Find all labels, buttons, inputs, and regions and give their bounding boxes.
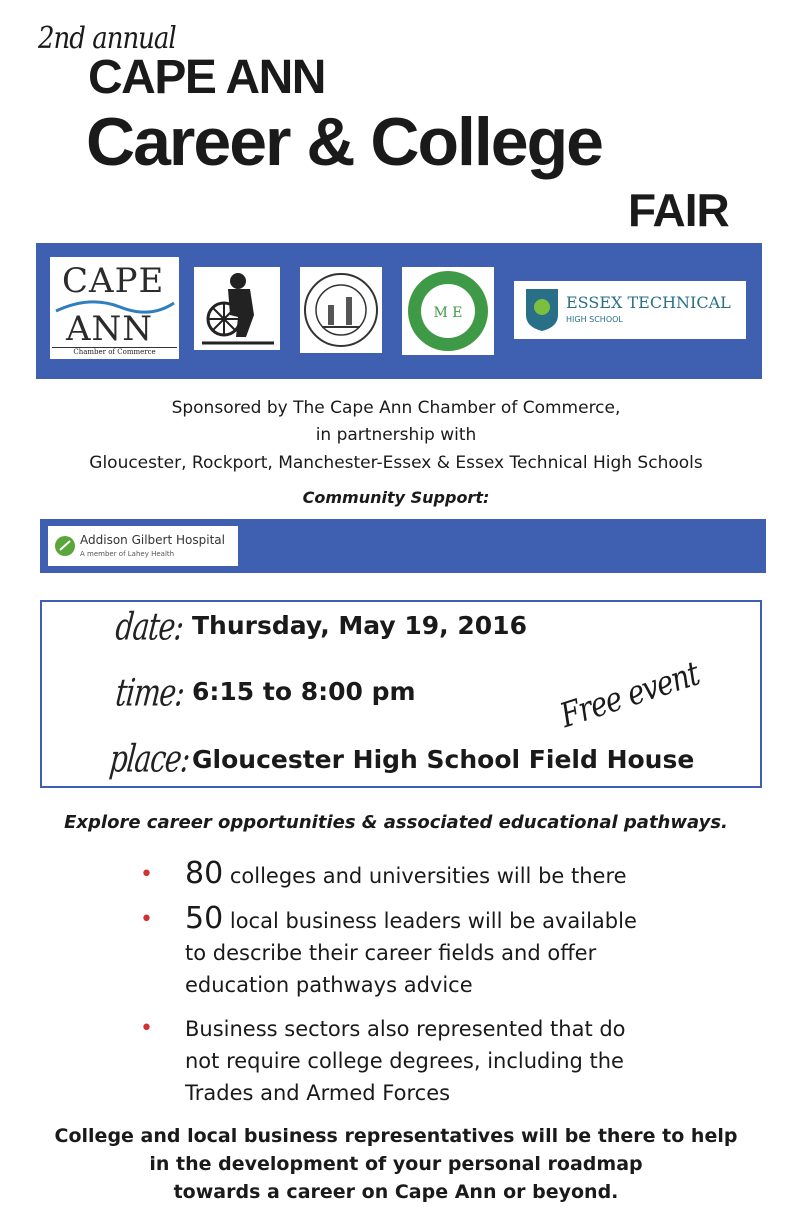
time-label: time: (113, 670, 187, 715)
title-line-2: Career & College (86, 104, 602, 180)
hospital-leaf-icon (54, 535, 76, 557)
bullet-1 (185, 858, 627, 892)
bullet-3-line-1: Business sectors also represented that do (185, 1017, 626, 1041)
title-line-3: FAIR (628, 184, 729, 236)
bullet-dot-2: • (140, 907, 153, 932)
closing-line-1: College and local business representatives will be there to help (54, 1125, 738, 1147)
gloucester-fisherman-logo (194, 267, 280, 350)
bullet-dot-1: • (140, 862, 153, 887)
essex-name: ESSEX TECHNICAL (566, 293, 731, 312)
bullet-2-line-1: local business leaders will be available (223, 909, 637, 933)
event-place: Gloucester High School Field House (192, 745, 695, 774)
sponsor-line-1: Sponsored by The Cape Ann Chamber of Commerce, (171, 398, 621, 418)
date-label: date: (113, 604, 186, 649)
bullet-3-line-3: Trades and Armed Forces (185, 1081, 451, 1105)
college-count: 80 (185, 856, 224, 891)
place-label: place: (107, 736, 192, 781)
event-time: 6:15 to 8:00 pm (192, 677, 416, 706)
community-support-label: Community Support: (302, 488, 490, 507)
rockport-seal-logo (300, 267, 382, 353)
essex-technical-logo (514, 281, 746, 339)
bullet-dot-3: • (140, 1016, 153, 1041)
fisherman-icon (194, 267, 280, 350)
svg-text:M E: M E (433, 305, 463, 321)
sponsor-line-2: in partnership with (315, 425, 477, 445)
closing-line-2: in the development of your personal roadmap (149, 1153, 643, 1175)
sponsor-line-3: Gloucester, Rockport, Manchester-Essex & Essex Technical High Schools (89, 453, 703, 473)
essex-shield-icon (522, 287, 562, 333)
cape-ann-chamber-logo (50, 257, 179, 359)
hospital-name: Addison Gilbert Hospital (80, 533, 225, 547)
closing-statement (0, 1122, 792, 1206)
bullet-3-line-2: not require college degrees, including the (185, 1049, 624, 1073)
event-date: Thursday, May 19, 2016 (192, 611, 527, 640)
business-count: 50 (185, 901, 224, 936)
chamber-logo-line2: ANN (66, 309, 154, 349)
free-event-label: Free event (555, 653, 704, 736)
addison-gilbert-logo (48, 526, 238, 566)
bullet-3 (185, 1013, 626, 1109)
rockport-seal-icon (300, 267, 382, 353)
chamber-logo-line1: CAPE (62, 261, 165, 301)
bullet-2-line-2: to describe their career fields and offer (185, 941, 597, 965)
logo-band (36, 243, 762, 379)
community-band (40, 519, 766, 573)
chamber-logo-tag: Chamber of Commerce (52, 347, 177, 356)
bullet-2 (185, 903, 637, 1001)
closing-line-3: towards a career on Cape Ann or beyond. (173, 1181, 619, 1203)
explore-heading: Explore career opportunities & associated educational pathways. (64, 812, 728, 833)
hospital-sub: A member of Lahey Health (80, 550, 175, 558)
title-line-1: CAPE ANN (88, 51, 325, 104)
manchester-essex-logo (402, 267, 494, 355)
bullet-2-line-3: education pathways advice (185, 973, 473, 997)
essex-sub: HIGH SCHOOL (566, 315, 623, 324)
bullet-1-text: colleges and universities will be there (223, 864, 627, 888)
annual-label: 2nd annual (38, 21, 176, 57)
manchester-essex-seal-icon (402, 267, 494, 355)
